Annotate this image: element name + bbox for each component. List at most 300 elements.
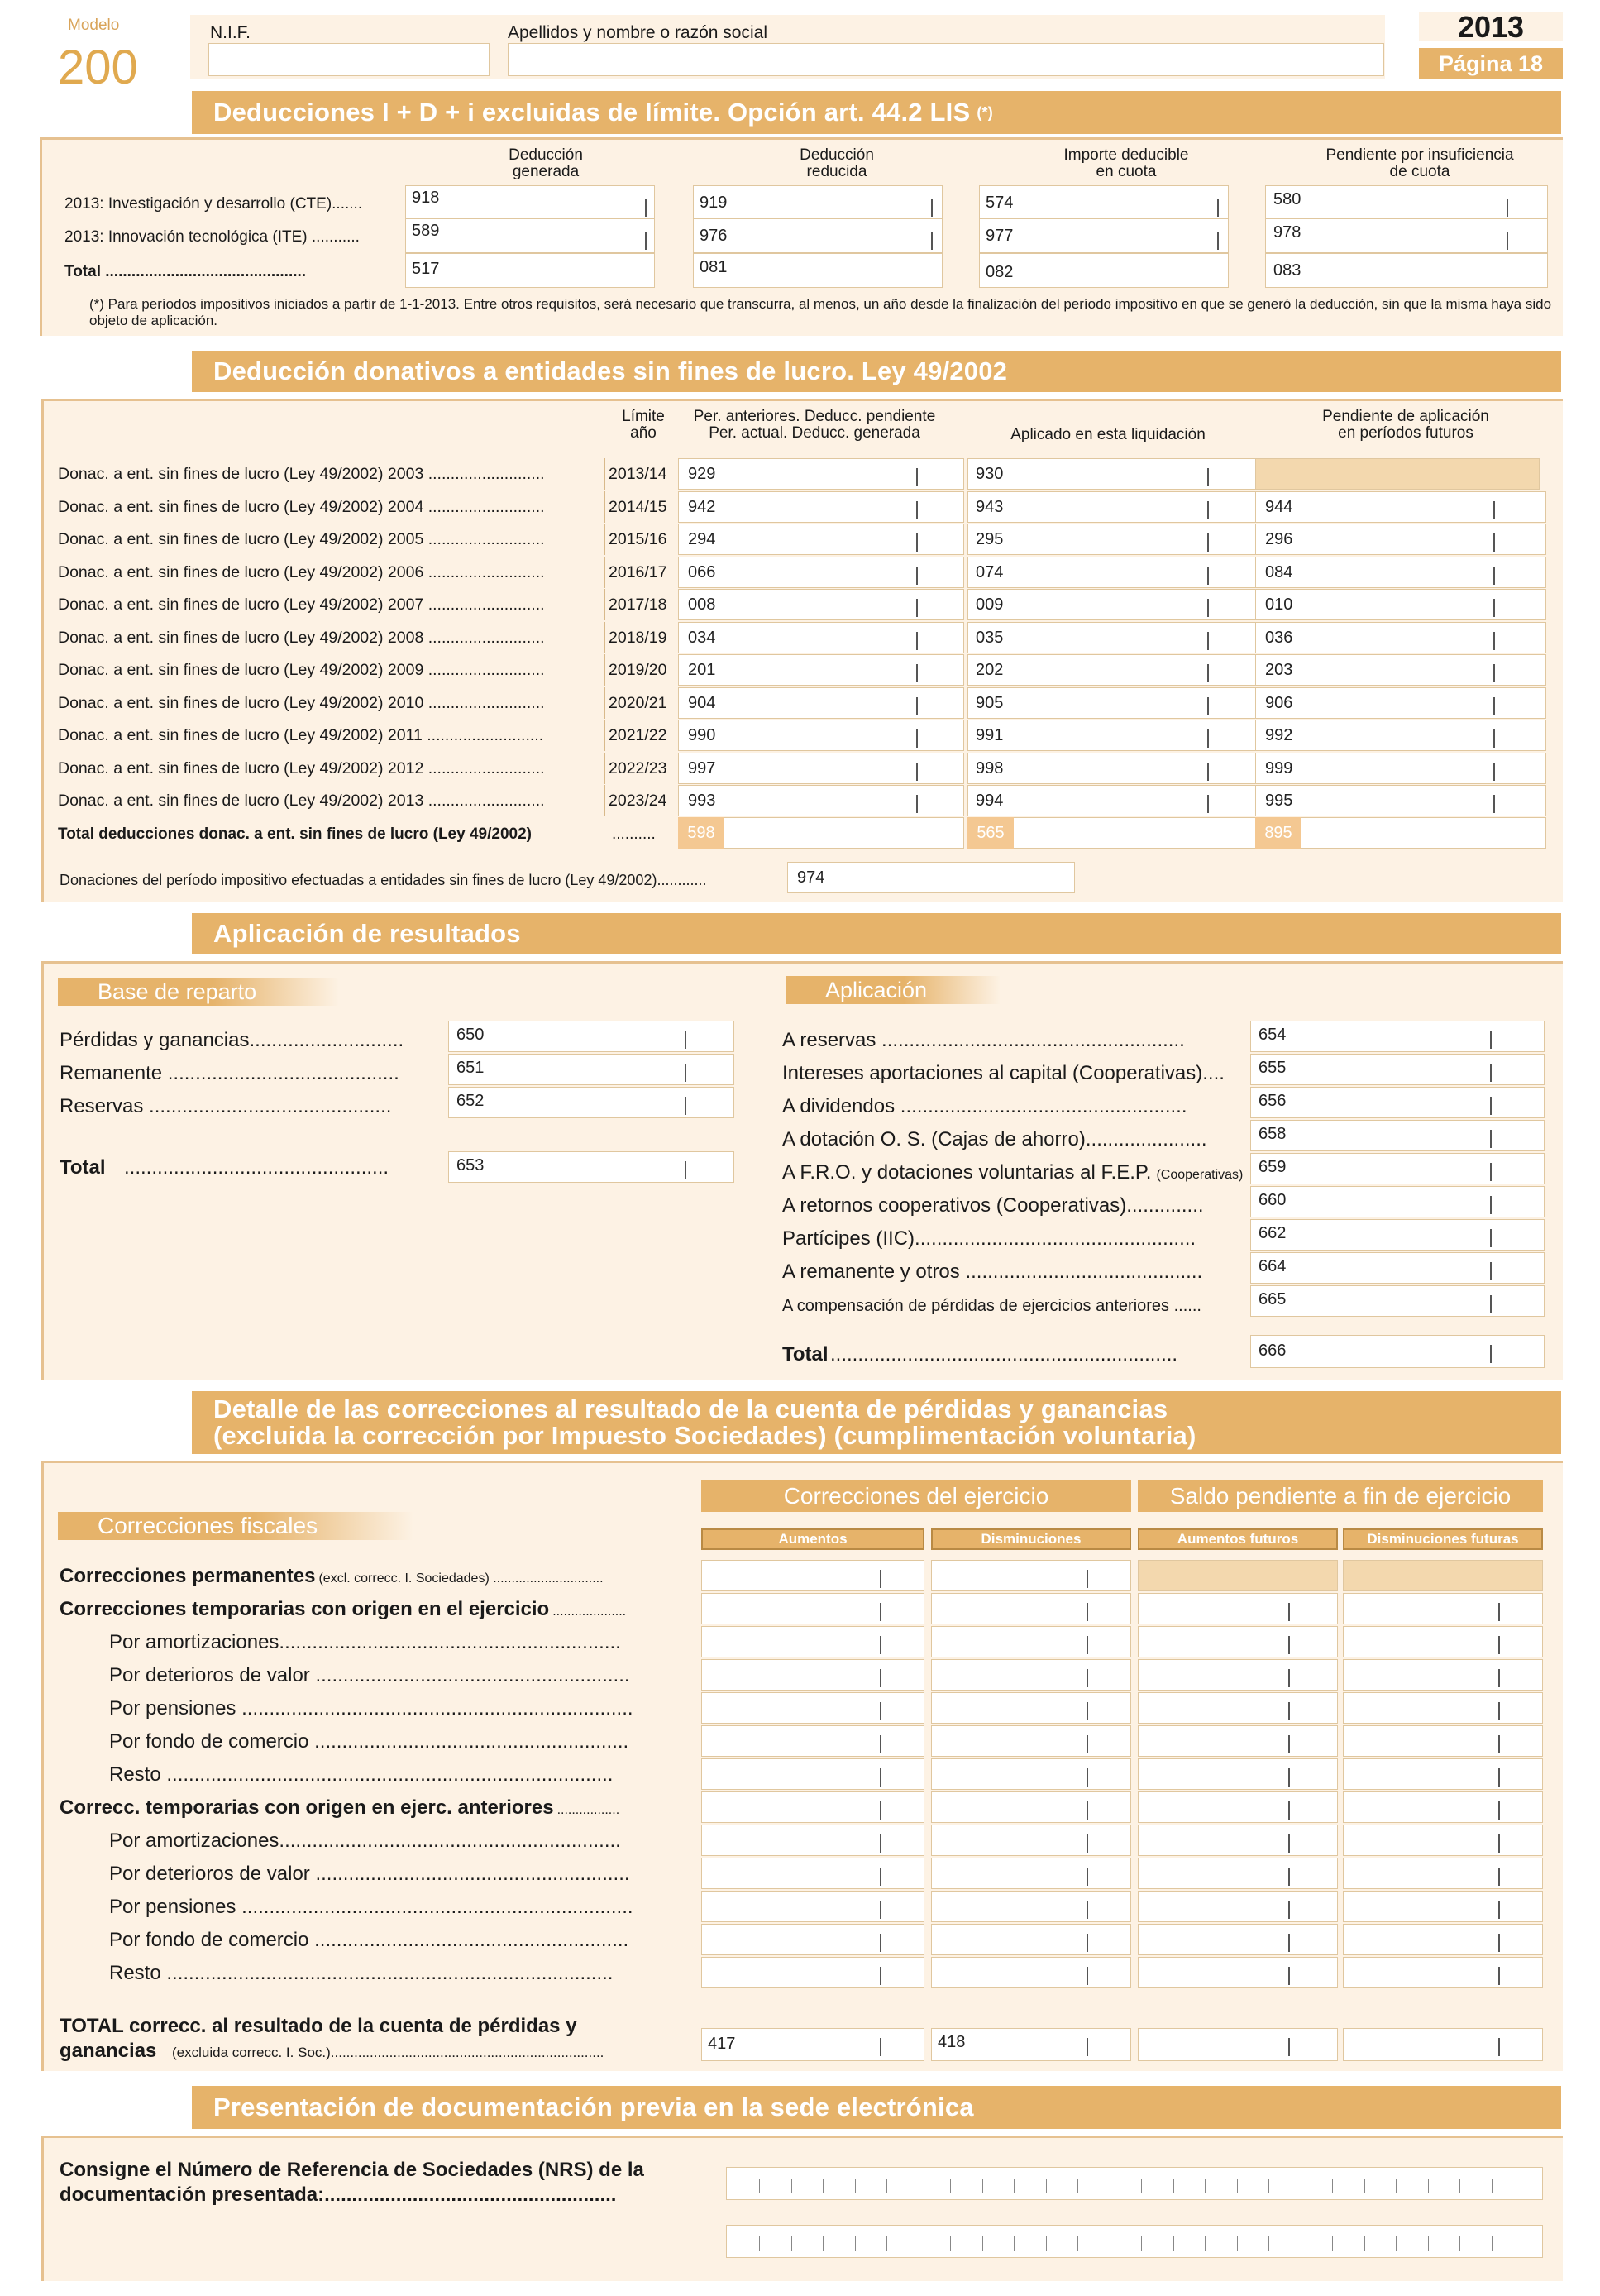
corr-field[interactable] xyxy=(1343,1626,1543,1657)
code-918: 918 xyxy=(412,189,440,207)
field-992[interactable] xyxy=(1255,720,1546,751)
corr-row-label xyxy=(109,1697,633,1720)
corr-field[interactable] xyxy=(931,1626,1131,1657)
corr-field[interactable] xyxy=(701,1560,924,1591)
char-tick xyxy=(1205,2179,1206,2193)
corr-field[interactable] xyxy=(1138,1758,1338,1790)
decimal-tick xyxy=(685,1064,686,1082)
donativo-row-year: 2013/14 xyxy=(609,465,667,483)
field-904[interactable] xyxy=(678,687,964,719)
char-tick xyxy=(855,2179,856,2193)
nrs-field-2[interactable] xyxy=(726,2225,1543,2258)
col-pendiente-insuficiencia xyxy=(1300,147,1540,180)
corr-row-label xyxy=(109,1664,630,1687)
field-978[interactable] xyxy=(1265,218,1548,253)
field-295[interactable] xyxy=(967,524,1257,555)
field-574[interactable] xyxy=(979,185,1229,220)
char-tick xyxy=(1268,2179,1269,2193)
decimal-tick xyxy=(1507,232,1508,250)
code-992: 992 xyxy=(1265,726,1293,744)
corr-row-small: ................. xyxy=(556,1803,620,1817)
field-664[interactable] xyxy=(1250,1252,1545,1284)
field-997[interactable] xyxy=(678,753,964,784)
code-008: 008 xyxy=(688,596,716,614)
field-930[interactable] xyxy=(967,458,1257,490)
decimal-tick xyxy=(1288,1636,1290,1654)
disabled-field xyxy=(1343,1560,1543,1591)
char-tick xyxy=(823,2236,824,2251)
field-658[interactable] xyxy=(1250,1120,1545,1151)
corr-field[interactable] xyxy=(1343,1891,1543,1922)
nrs-label-line1: Consigne el Número de Referencia de Sociedades (NRS) de la xyxy=(60,2159,644,2181)
code-666: 666 xyxy=(1259,1342,1287,1360)
decimal-tick xyxy=(880,2038,881,2056)
decimal-tick xyxy=(1498,1967,1500,1985)
decimal-tick xyxy=(1490,1163,1492,1181)
code-993: 993 xyxy=(688,792,716,810)
year-label: 2013 xyxy=(1457,10,1525,44)
donativo-row-label: Donac. a ent. sin fines de lucro (Ley 49/2002) 2012 .......................... xyxy=(58,758,545,777)
field-084[interactable] xyxy=(1255,557,1546,588)
field-580[interactable] xyxy=(1265,185,1548,220)
decimal-tick xyxy=(1490,1295,1492,1313)
col-importe-deducible xyxy=(1019,147,1234,180)
corr-field[interactable] xyxy=(701,1593,924,1624)
apl-row-label xyxy=(782,1194,1204,1217)
corr-row-small: (excl. correcc. I. Sociedades) .............................. xyxy=(318,1571,604,1586)
corr-field[interactable] xyxy=(1343,1725,1543,1757)
field-999[interactable] xyxy=(1255,753,1546,784)
corr-field[interactable] xyxy=(1138,1692,1338,1724)
code-662: 662 xyxy=(1259,1224,1287,1242)
decimal-tick xyxy=(1288,1967,1290,1985)
code-976: 976 xyxy=(700,227,728,245)
apl-total-label: Total xyxy=(782,1343,829,1366)
donativo-row-year: 2022/23 xyxy=(609,758,667,777)
decimal-tick xyxy=(880,1735,881,1753)
code-203: 203 xyxy=(1265,661,1293,679)
char-tick xyxy=(1046,2179,1047,2193)
field-083[interactable] xyxy=(1265,253,1548,288)
decimal-tick xyxy=(1498,1636,1500,1654)
col-text: Pendiente por insuficiencia de cuota xyxy=(1325,146,1514,180)
decimal-tick xyxy=(685,1097,686,1115)
donativo-row-label: Donac. a ent. sin fines de lucro (Ley 49/2002) 2008 .......................... xyxy=(58,628,545,647)
decimal-tick xyxy=(1087,1768,1088,1787)
decimal-tick xyxy=(1498,1669,1500,1687)
corr-field[interactable] xyxy=(701,1659,924,1691)
tag-base-reparto: Base de reparto xyxy=(58,978,339,1006)
field-652[interactable] xyxy=(448,1087,734,1118)
code-974: 974 xyxy=(797,868,825,887)
title-line2: (excluida la corrección por Impuesto Sociedades) (cumplimentación voluntaria) xyxy=(213,1421,1196,1450)
field-517[interactable] xyxy=(405,253,655,288)
section-title-donativos: Deducción donativos a entidades sin fines de lucro. Ley 49/2002 xyxy=(192,351,1561,392)
field-653[interactable] xyxy=(448,1151,734,1183)
code-904: 904 xyxy=(688,693,716,712)
char-tick xyxy=(1364,2236,1365,2251)
donaciones-periodo-label: Donaciones del período impositivo efectuadas a entidades sin fines de lucro (Ley 49/2002)............ xyxy=(60,872,707,888)
decimal-tick xyxy=(1207,763,1209,781)
corr-field[interactable] xyxy=(931,1659,1131,1691)
decimal-tick xyxy=(1288,1669,1290,1687)
field-666[interactable] xyxy=(1250,1335,1545,1368)
code-294: 294 xyxy=(688,530,716,548)
char-tick xyxy=(791,2236,792,2251)
field-saldo-aum-total[interactable] xyxy=(1138,2028,1338,2061)
donativo-row-year: 2018/19 xyxy=(609,628,667,647)
decimal-tick xyxy=(1490,1097,1492,1115)
field-saldo-dis-total[interactable] xyxy=(1343,2028,1543,2061)
field-074[interactable] xyxy=(967,557,1257,588)
decimal-tick xyxy=(1207,567,1209,585)
field-036[interactable] xyxy=(1255,622,1546,653)
code-665: 665 xyxy=(1259,1290,1287,1308)
corr-row-text: Resto ................................................................................. xyxy=(109,1962,614,1984)
corr-field[interactable] xyxy=(1343,1825,1543,1856)
decimal-tick xyxy=(1087,1901,1088,1919)
code-654: 654 xyxy=(1259,1026,1287,1044)
page-label: Página 18 xyxy=(1419,48,1563,79)
corr-field[interactable] xyxy=(1138,1891,1338,1922)
corr-row-text: Por amortizaciones.............................................................. xyxy=(109,1830,621,1852)
limit-separator xyxy=(604,524,605,555)
corr-field[interactable] xyxy=(931,1791,1131,1823)
corr-field[interactable] xyxy=(701,1891,924,1922)
corr-field[interactable] xyxy=(1343,1692,1543,1724)
corr-field[interactable] xyxy=(931,1692,1131,1724)
field-906[interactable] xyxy=(1255,687,1546,719)
corr-field[interactable] xyxy=(701,1825,924,1856)
field-009[interactable] xyxy=(967,589,1257,620)
decimal-tick xyxy=(931,199,933,217)
decimal-tick xyxy=(1217,199,1219,217)
field-202[interactable] xyxy=(967,654,1257,686)
corr-field[interactable] xyxy=(701,1692,924,1724)
corr-field[interactable] xyxy=(931,1924,1131,1955)
corr-field[interactable] xyxy=(931,1725,1131,1757)
field-655[interactable] xyxy=(1250,1054,1545,1085)
corr-field[interactable] xyxy=(701,1791,924,1823)
field-944[interactable] xyxy=(1255,491,1546,523)
decimal-tick xyxy=(1087,1702,1088,1720)
corr-row-text: Por pensiones ....................................................................... xyxy=(109,1896,633,1918)
donativo-row-label: Donac. a ent. sin fines de lucro (Ley 49/2002) 2009 .......................... xyxy=(58,661,545,679)
field-665[interactable] xyxy=(1250,1285,1545,1317)
field-651[interactable] xyxy=(448,1054,734,1085)
apl-row-text: Intereses aportaciones al capital (Cooperativas).... xyxy=(782,1062,1225,1084)
corr-field[interactable] xyxy=(1343,1593,1543,1624)
corr-row-small: .................... xyxy=(552,1605,627,1619)
field-994[interactable] xyxy=(967,785,1257,816)
corr-field[interactable] xyxy=(931,1560,1131,1591)
donativo-row-year: 2015/16 xyxy=(609,530,667,548)
donativo-row-year: 2023/24 xyxy=(609,792,667,810)
corr-field[interactable] xyxy=(931,1758,1131,1790)
apl-row-text: A compensación de pérdidas de ejercicios anteriores ...... xyxy=(782,1297,1201,1315)
corr-field[interactable] xyxy=(1138,1957,1338,1988)
limit-separator xyxy=(604,687,605,719)
field-977[interactable] xyxy=(979,218,1229,253)
decimal-tick xyxy=(685,1031,686,1049)
decimal-tick xyxy=(1288,1901,1290,1919)
field-662[interactable] xyxy=(1250,1219,1545,1251)
base-total-label: Total xyxy=(60,1156,106,1179)
donativo-row-label: Donac. a ent. sin fines de lucro (Ley 49/2002) 2007 .......................... xyxy=(58,596,545,614)
section-title-presentacion: Presentación de documentación previa en la sede electrónica xyxy=(192,2086,1561,2129)
decimal-tick xyxy=(1493,795,1495,813)
corr-field[interactable] xyxy=(931,1858,1131,1889)
corr-row-label xyxy=(109,1863,630,1886)
field-066[interactable] xyxy=(678,557,964,588)
field-010[interactable] xyxy=(1255,589,1546,620)
donativo-row-label: Donac. a ent. sin fines de lucro (Ley 49/2002) 2010 .......................... xyxy=(58,693,545,712)
field-203[interactable] xyxy=(1255,654,1546,686)
code-651: 651 xyxy=(456,1059,485,1077)
field-976[interactable] xyxy=(693,218,943,253)
decimal-tick xyxy=(1087,1570,1088,1588)
code-930: 930 xyxy=(976,465,1004,483)
field-905[interactable] xyxy=(967,687,1257,719)
code-650: 650 xyxy=(456,1026,485,1044)
corr-row-label xyxy=(109,1730,628,1753)
col-aplicado: Aplicado en esta liquidación xyxy=(1010,426,1206,443)
field-296[interactable] xyxy=(1255,524,1546,555)
field-008[interactable] xyxy=(678,589,964,620)
code-944: 944 xyxy=(1265,497,1293,516)
decimal-tick xyxy=(880,1967,881,1985)
corr-row-label xyxy=(109,1896,633,1919)
modelo-number: 200 xyxy=(58,41,138,94)
decimal-tick xyxy=(880,1934,881,1952)
corr-field[interactable] xyxy=(1138,1858,1338,1889)
code-074: 074 xyxy=(976,562,1004,581)
corr-total-line2: ganancias xyxy=(60,2040,157,2062)
char-tick xyxy=(982,2179,983,2193)
corr-field[interactable] xyxy=(1343,1758,1543,1790)
code-589: 589 xyxy=(412,222,440,240)
nrs-label-line2: documentación presentada:..................................................... xyxy=(60,2184,617,2206)
char-tick xyxy=(1332,2236,1333,2251)
char-tick xyxy=(1046,2236,1047,2251)
hdr-saldo-pendiente: Saldo pendiente a fin de ejercicio xyxy=(1138,1480,1543,1512)
code-066: 066 xyxy=(688,562,716,581)
corr-field[interactable] xyxy=(1138,1725,1338,1757)
limit-separator xyxy=(604,753,605,784)
corr-field[interactable] xyxy=(1343,1858,1543,1889)
corr-field[interactable] xyxy=(701,1957,924,1988)
decimal-tick xyxy=(1288,1702,1290,1720)
field-942[interactable] xyxy=(678,491,964,523)
section-title-sup: (*) xyxy=(977,103,993,121)
field-943[interactable] xyxy=(967,491,1257,523)
code-084: 084 xyxy=(1265,562,1293,581)
decimal-tick xyxy=(1493,599,1495,617)
section-panel-presentacion xyxy=(41,2136,1563,2281)
decimal-tick xyxy=(1288,1603,1290,1621)
corr-field[interactable] xyxy=(1343,1659,1543,1691)
decimal-tick xyxy=(1288,1868,1290,1886)
field-929[interactable] xyxy=(678,458,964,490)
field-035[interactable] xyxy=(967,622,1257,653)
char-tick xyxy=(886,2236,887,2251)
decimal-tick xyxy=(1490,1064,1492,1082)
field-659[interactable] xyxy=(1250,1153,1545,1184)
footnote: (*) Para períodos impositivos iniciados a partir de 1-1-2013. Entre otros requisitos, será necesario que transcurra, al menos, un año desde la finalización del período impositivo en que se generó la deducción, sin que la misma haya sido objeto de aplicación. xyxy=(89,296,1552,328)
field-650[interactable] xyxy=(448,1021,734,1052)
code-009: 009 xyxy=(976,596,1004,614)
corr-row-label xyxy=(60,1598,626,1621)
char-tick xyxy=(823,2179,824,2193)
corr-field[interactable] xyxy=(1138,1659,1338,1691)
decimal-tick xyxy=(880,1768,881,1787)
col-pendiente: Pendiente de aplicación en períodos futuros xyxy=(1322,408,1489,442)
decimal-tick xyxy=(1498,1768,1500,1787)
decimal-tick xyxy=(1207,468,1209,486)
decimal-tick xyxy=(1493,632,1495,650)
corr-field[interactable] xyxy=(1343,1791,1543,1823)
field-589[interactable] xyxy=(405,218,655,253)
donativo-row-year: 2019/20 xyxy=(609,661,667,679)
corr-total-line1: TOTAL correcc. al resultado de la cuenta de pérdidas y xyxy=(60,2015,577,2037)
decimal-tick xyxy=(1087,1669,1088,1687)
decimal-tick xyxy=(1087,1636,1088,1654)
section-title-correcciones xyxy=(192,1391,1561,1454)
corr-field[interactable] xyxy=(701,1725,924,1757)
apl-row-text: A dotación O. S. (Cajas de ahorro)...................... xyxy=(782,1128,1207,1150)
code-034: 034 xyxy=(688,628,716,647)
code-978: 978 xyxy=(1273,223,1301,242)
field-081[interactable] xyxy=(693,253,943,288)
corr-field[interactable] xyxy=(1343,1924,1543,1955)
decimal-tick xyxy=(916,567,918,585)
corr-field[interactable] xyxy=(701,1924,924,1955)
decimal-tick xyxy=(1498,1868,1500,1886)
field-998[interactable] xyxy=(967,753,1257,784)
decimal-tick xyxy=(1490,1262,1492,1280)
field-660[interactable] xyxy=(1250,1186,1545,1217)
corr-field[interactable] xyxy=(931,1593,1131,1624)
corr-field[interactable] xyxy=(931,1825,1131,1856)
decimal-tick xyxy=(916,599,918,617)
code-999: 999 xyxy=(1265,758,1293,777)
code-655: 655 xyxy=(1259,1059,1287,1077)
code-082: 082 xyxy=(986,263,1014,281)
decimal-tick xyxy=(1087,2038,1088,2056)
decimal-tick xyxy=(1498,1801,1500,1820)
char-tick xyxy=(1237,2236,1238,2251)
code-565: 565 xyxy=(967,817,1014,849)
decimal-tick xyxy=(880,1702,881,1720)
decimal-tick xyxy=(880,1801,881,1820)
apl-total-dots: ............................................................... xyxy=(830,1343,1178,1366)
decimal-tick xyxy=(1207,664,1209,682)
char-tick xyxy=(1428,2236,1429,2251)
decimal-tick xyxy=(1490,1345,1492,1363)
donativo-row-label: Donac. a ent. sin fines de lucro (Ley 49/2002) 2003 .......................... xyxy=(58,465,545,483)
code-417: 417 xyxy=(708,2035,736,2053)
apl-row-label xyxy=(782,1128,1207,1151)
limit-separator xyxy=(604,491,605,523)
decimal-tick xyxy=(916,664,918,682)
nrs-field-1[interactable] xyxy=(726,2167,1543,2200)
corr-field[interactable] xyxy=(1343,1957,1543,1988)
field-082[interactable] xyxy=(979,253,1229,288)
decimal-tick xyxy=(1087,1603,1088,1621)
code-906: 906 xyxy=(1265,693,1293,712)
col-text: Importe deducible en cuota xyxy=(1063,146,1189,180)
corr-field[interactable] xyxy=(701,1858,924,1889)
code-977: 977 xyxy=(986,227,1014,245)
code-895: 895 xyxy=(1255,817,1301,849)
field-919[interactable] xyxy=(693,185,943,220)
corr-field[interactable] xyxy=(1138,1791,1338,1823)
decimal-tick xyxy=(1493,729,1495,748)
limit-separator xyxy=(604,654,605,686)
col-text: Deducción reducida xyxy=(800,146,874,180)
field-990[interactable] xyxy=(678,720,964,751)
decimal-tick xyxy=(916,501,918,519)
donativos-total-dots: .......... xyxy=(612,825,656,843)
corr-field[interactable] xyxy=(1138,1924,1338,1955)
char-tick xyxy=(1492,2236,1493,2251)
field-034[interactable] xyxy=(678,622,964,653)
col-deduccion-generada xyxy=(463,147,628,180)
corr-field[interactable] xyxy=(701,1626,924,1657)
corr-row-text: Por deterioros de valor ......................................................... xyxy=(109,1664,630,1686)
code-995: 995 xyxy=(1265,792,1293,810)
corr-field[interactable] xyxy=(1138,1626,1338,1657)
decimal-tick xyxy=(1493,567,1495,585)
field-294[interactable] xyxy=(678,524,964,555)
apl-row-label xyxy=(782,1062,1225,1085)
field-993[interactable] xyxy=(678,785,964,816)
char-tick xyxy=(950,2179,951,2193)
decimal-tick xyxy=(880,1868,881,1886)
code-991: 991 xyxy=(976,726,1004,744)
code-010: 010 xyxy=(1265,596,1293,614)
decimal-tick xyxy=(931,232,933,250)
corr-field[interactable] xyxy=(1138,1593,1338,1624)
decimal-tick xyxy=(1288,1768,1290,1787)
decimal-tick xyxy=(1207,697,1209,715)
col-per-anteriores: Per. anteriores. Deducc. pendiente Per. actual. Deducc. generada xyxy=(693,408,936,442)
field-991[interactable] xyxy=(967,720,1257,751)
field-995[interactable] xyxy=(1255,785,1546,816)
decimal-tick xyxy=(1493,697,1495,715)
field-656[interactable] xyxy=(1250,1087,1545,1118)
nif-field[interactable] xyxy=(208,43,490,76)
field-654[interactable] xyxy=(1250,1021,1545,1052)
name-field[interactable] xyxy=(508,43,1384,76)
field-918[interactable] xyxy=(405,185,655,220)
code-295: 295 xyxy=(976,530,1004,548)
code-905: 905 xyxy=(976,693,1004,712)
section-title-text: Deducciones I + D + i excluidas de límite. Opción art. 44.2 LIS xyxy=(213,98,971,127)
donativo-row-label: Donac. a ent. sin fines de lucro (Ley 49/2002) 2011 .......................... xyxy=(58,726,544,744)
corr-field[interactable] xyxy=(931,1957,1131,1988)
code-083: 083 xyxy=(1273,261,1301,280)
donativo-row-year: 2017/18 xyxy=(609,596,667,614)
corr-field[interactable] xyxy=(1138,1825,1338,1856)
minihdr-disminuciones-futuras: Disminuciones futuras xyxy=(1343,1528,1543,1550)
field-201[interactable] xyxy=(678,654,964,686)
char-tick xyxy=(1268,2236,1269,2251)
limit-separator xyxy=(604,589,605,620)
corr-field[interactable] xyxy=(701,1758,924,1790)
field-974[interactable] xyxy=(787,862,1075,893)
corr-field[interactable] xyxy=(931,1891,1131,1922)
